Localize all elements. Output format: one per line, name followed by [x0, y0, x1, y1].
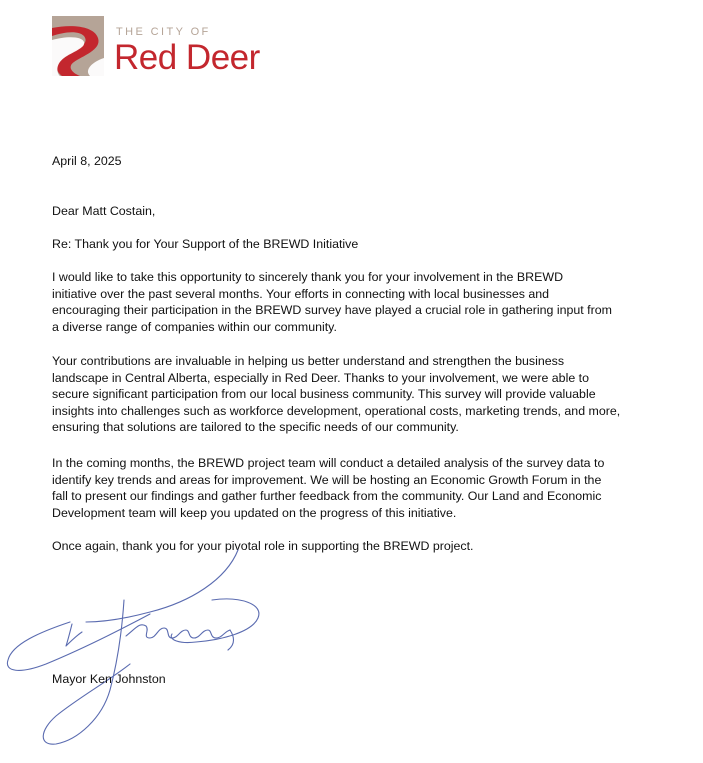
paragraph-line: In the coming months, the BREWD project team will conduct a detailed analysis of the survey data to — [52, 456, 605, 470]
letter-date: April 8, 2025 — [52, 154, 122, 168]
paragraph-4 — [52, 538, 662, 555]
paragraph-line: Once again, thank you for your pivotal role in supporting the BREWD project. — [52, 539, 474, 553]
paragraph-line: Your contributions are invaluable in helping us better understand and strengthen the business — [52, 354, 565, 368]
handwritten-signature — [0, 540, 280, 760]
paragraph-line: identify key trends and areas for improvement. We will be hosting an Economic Growth Forum in the — [52, 472, 602, 487]
paragraph-line: encouraging their participation in the BREWD survey have played a crucial role in gathering input from — [52, 303, 612, 318]
letter-salutation: Dear Matt Costain, — [52, 204, 156, 218]
logo-city-name: Red Deer — [114, 38, 260, 77]
paragraph-3 — [52, 455, 662, 521]
city-logo — [52, 16, 292, 80]
paragraph-line: a diverse range of companies within our community. — [52, 319, 337, 334]
paragraph-1 — [52, 269, 662, 335]
paragraph-line: ensuring that solutions are tailored to the specific needs of our community. — [52, 420, 459, 435]
paragraph-line: landscape in Central Alberta, especially in Red Deer. Thanks to your involvement, we were able to — [52, 370, 589, 385]
paragraph-line: initiative over the past several months. Your efforts in connecting with local businesses and — [52, 286, 550, 301]
letter-subject: Re: Thank you for Your Support of the BREWD Initiative — [52, 237, 359, 251]
red-deer-logo-icon — [52, 16, 104, 76]
paragraph-line: Development team will keep you updated on the progress of this initiative. — [52, 505, 457, 520]
paragraph-line: secure significant participation from our local business community. This survey will provide valuable — [52, 387, 596, 402]
paragraph-2 — [52, 353, 662, 436]
paragraph-line: fall to present our findings and gather further feedback from the community. Our Land and Economic — [52, 489, 602, 504]
logo-city-of-text: THE CITY OF — [116, 26, 211, 38]
signatory-name: Mayor Ken Johnston — [52, 672, 166, 686]
paragraph-line: insights into challenges such as workforce development, operational costs, marketing trends, and more, — [52, 403, 621, 418]
paragraph-line: I would like to take this opportunity to sincerely thank you for your involvement in the BREWD — [52, 270, 564, 284]
